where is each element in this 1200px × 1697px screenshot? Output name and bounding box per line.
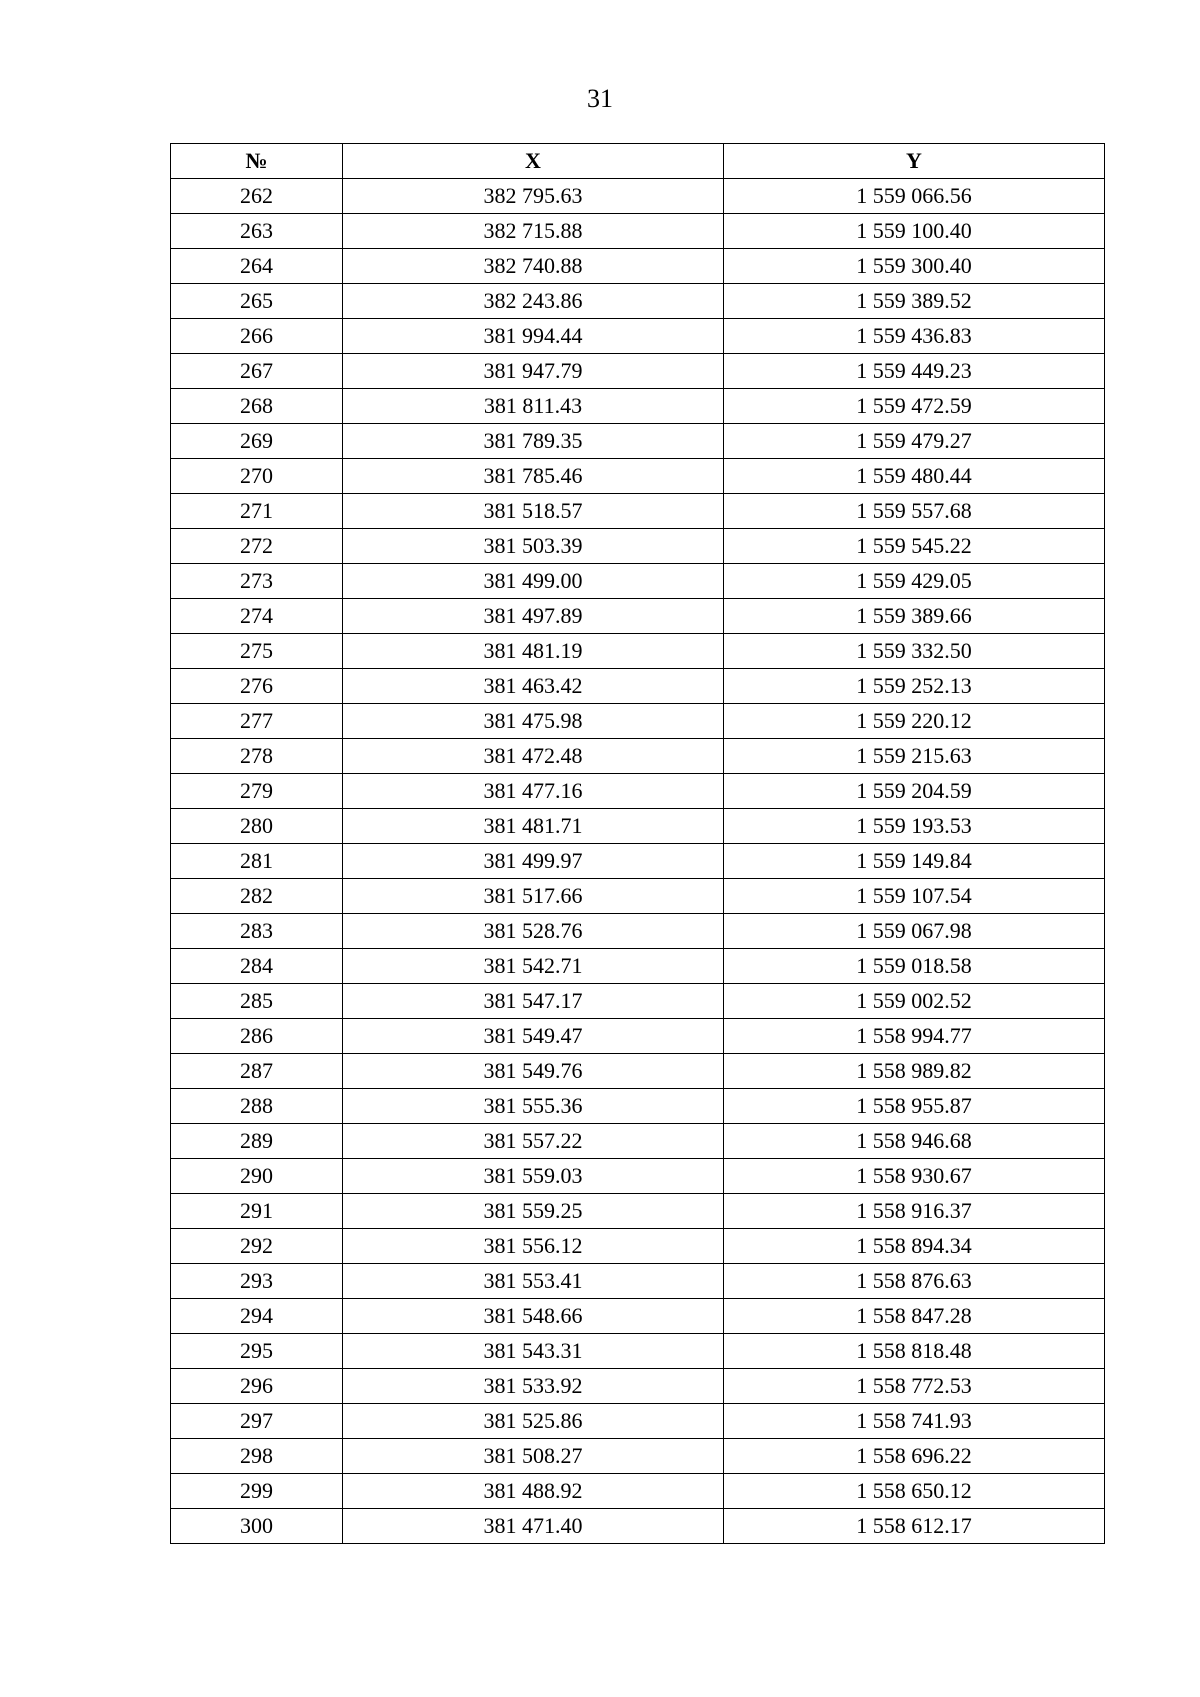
point-number: 294 xyxy=(171,1299,343,1334)
y-coordinate: 1 558 741.93 xyxy=(724,1404,1105,1439)
point-number: 288 xyxy=(171,1089,343,1124)
table-row xyxy=(171,879,1105,914)
x-coordinate: 381 559.03 xyxy=(343,1159,724,1194)
table-row xyxy=(171,1019,1105,1054)
x-coordinate: 381 499.00 xyxy=(343,564,724,599)
point-number: 293 xyxy=(171,1264,343,1299)
x-coordinate: 381 811.43 xyxy=(343,389,724,424)
point-number: 282 xyxy=(171,879,343,914)
point-number: 265 xyxy=(171,284,343,319)
point-number: 264 xyxy=(171,249,343,284)
table-row xyxy=(171,599,1105,634)
point-number: 275 xyxy=(171,634,343,669)
point-number: 289 xyxy=(171,1124,343,1159)
table-header-row xyxy=(171,144,1105,179)
y-coordinate: 1 558 989.82 xyxy=(724,1054,1105,1089)
header-y: Y xyxy=(724,144,1105,179)
point-number: 266 xyxy=(171,319,343,354)
coordinates-table xyxy=(170,143,1105,1544)
point-number: 263 xyxy=(171,214,343,249)
point-number: 279 xyxy=(171,774,343,809)
table-row xyxy=(171,1369,1105,1404)
y-coordinate: 1 559 215.63 xyxy=(724,739,1105,774)
point-number: 296 xyxy=(171,1369,343,1404)
point-number: 268 xyxy=(171,389,343,424)
y-coordinate: 1 558 946.68 xyxy=(724,1124,1105,1159)
x-coordinate: 381 525.86 xyxy=(343,1404,724,1439)
x-coordinate: 381 789.35 xyxy=(343,424,724,459)
x-coordinate: 381 556.12 xyxy=(343,1229,724,1264)
table-row xyxy=(171,459,1105,494)
point-number: 277 xyxy=(171,704,343,739)
table-row xyxy=(171,284,1105,319)
y-coordinate: 1 558 876.63 xyxy=(724,1264,1105,1299)
x-coordinate: 382 795.63 xyxy=(343,179,724,214)
point-number: 286 xyxy=(171,1019,343,1054)
x-coordinate: 381 472.48 xyxy=(343,739,724,774)
table-row xyxy=(171,494,1105,529)
y-coordinate: 1 559 389.52 xyxy=(724,284,1105,319)
y-coordinate: 1 559 204.59 xyxy=(724,774,1105,809)
x-coordinate: 381 518.57 xyxy=(343,494,724,529)
table-row xyxy=(171,1159,1105,1194)
y-coordinate: 1 559 100.40 xyxy=(724,214,1105,249)
x-coordinate: 381 549.76 xyxy=(343,1054,724,1089)
table-row xyxy=(171,949,1105,984)
point-number: 300 xyxy=(171,1509,343,1544)
y-coordinate: 1 559 066.56 xyxy=(724,179,1105,214)
table-row xyxy=(171,179,1105,214)
table-row xyxy=(171,1334,1105,1369)
point-number: 278 xyxy=(171,739,343,774)
table-row xyxy=(171,1299,1105,1334)
point-number: 276 xyxy=(171,669,343,704)
x-coordinate: 381 994.44 xyxy=(343,319,724,354)
x-coordinate: 381 508.27 xyxy=(343,1439,724,1474)
point-number: 292 xyxy=(171,1229,343,1264)
point-number: 273 xyxy=(171,564,343,599)
point-number: 280 xyxy=(171,809,343,844)
y-coordinate: 1 559 429.05 xyxy=(724,564,1105,599)
point-number: 281 xyxy=(171,844,343,879)
table-body xyxy=(171,179,1105,1544)
point-number: 272 xyxy=(171,529,343,564)
table-row xyxy=(171,1404,1105,1439)
point-number: 297 xyxy=(171,1404,343,1439)
y-coordinate: 1 559 472.59 xyxy=(724,389,1105,424)
point-number: 284 xyxy=(171,949,343,984)
x-coordinate: 381 503.39 xyxy=(343,529,724,564)
x-coordinate: 381 542.71 xyxy=(343,949,724,984)
y-coordinate: 1 559 018.58 xyxy=(724,949,1105,984)
table-row xyxy=(171,564,1105,599)
page-number: 31 xyxy=(587,84,613,113)
y-coordinate: 1 559 002.52 xyxy=(724,984,1105,1019)
y-coordinate: 1 558 955.87 xyxy=(724,1089,1105,1124)
y-coordinate: 1 559 436.83 xyxy=(724,319,1105,354)
table-row xyxy=(171,214,1105,249)
table-row xyxy=(171,1089,1105,1124)
y-coordinate: 1 558 612.17 xyxy=(724,1509,1105,1544)
y-coordinate: 1 559 332.50 xyxy=(724,634,1105,669)
y-coordinate: 1 559 449.23 xyxy=(724,354,1105,389)
table-row xyxy=(171,1509,1105,1544)
table-row xyxy=(171,389,1105,424)
y-coordinate: 1 559 220.12 xyxy=(724,704,1105,739)
x-coordinate: 381 547.17 xyxy=(343,984,724,1019)
y-coordinate: 1 558 650.12 xyxy=(724,1474,1105,1509)
x-coordinate: 381 548.66 xyxy=(343,1299,724,1334)
y-coordinate: 1 559 252.13 xyxy=(724,669,1105,704)
x-coordinate: 381 488.92 xyxy=(343,1474,724,1509)
y-coordinate: 1 559 300.40 xyxy=(724,249,1105,284)
table-row xyxy=(171,1474,1105,1509)
x-coordinate: 381 481.71 xyxy=(343,809,724,844)
table-row xyxy=(171,1229,1105,1264)
table-row xyxy=(171,1194,1105,1229)
x-coordinate: 381 557.22 xyxy=(343,1124,724,1159)
table-row xyxy=(171,809,1105,844)
y-coordinate: 1 558 894.34 xyxy=(724,1229,1105,1264)
table-row xyxy=(171,529,1105,564)
x-coordinate: 381 543.31 xyxy=(343,1334,724,1369)
x-coordinate: 382 740.88 xyxy=(343,249,724,284)
point-number: 270 xyxy=(171,459,343,494)
x-coordinate: 381 555.36 xyxy=(343,1089,724,1124)
table-row xyxy=(171,704,1105,739)
point-number: 269 xyxy=(171,424,343,459)
table-row xyxy=(171,1124,1105,1159)
x-coordinate: 381 497.89 xyxy=(343,599,724,634)
y-coordinate: 1 559 545.22 xyxy=(724,529,1105,564)
y-coordinate: 1 559 557.68 xyxy=(724,494,1105,529)
x-coordinate: 381 471.40 xyxy=(343,1509,724,1544)
x-coordinate: 382 715.88 xyxy=(343,214,724,249)
table-row xyxy=(171,844,1105,879)
x-coordinate: 381 528.76 xyxy=(343,914,724,949)
table-row xyxy=(171,669,1105,704)
table-row xyxy=(171,1054,1105,1089)
table-row xyxy=(171,739,1105,774)
table-row xyxy=(171,634,1105,669)
y-coordinate: 1 558 818.48 xyxy=(724,1334,1105,1369)
point-number: 274 xyxy=(171,599,343,634)
y-coordinate: 1 559 479.27 xyxy=(724,424,1105,459)
point-number: 298 xyxy=(171,1439,343,1474)
y-coordinate: 1 559 193.53 xyxy=(724,809,1105,844)
table-row xyxy=(171,1264,1105,1299)
x-coordinate: 382 243.86 xyxy=(343,284,724,319)
y-coordinate: 1 559 149.84 xyxy=(724,844,1105,879)
y-coordinate: 1 558 847.28 xyxy=(724,1299,1105,1334)
y-coordinate: 1 559 389.66 xyxy=(724,599,1105,634)
point-number: 267 xyxy=(171,354,343,389)
point-number: 262 xyxy=(171,179,343,214)
table-row xyxy=(171,1439,1105,1474)
table-row xyxy=(171,914,1105,949)
x-coordinate: 381 559.25 xyxy=(343,1194,724,1229)
x-coordinate: 381 477.16 xyxy=(343,774,724,809)
point-number: 287 xyxy=(171,1054,343,1089)
x-coordinate: 381 549.47 xyxy=(343,1019,724,1054)
y-coordinate: 1 558 994.77 xyxy=(724,1019,1105,1054)
y-coordinate: 1 558 696.22 xyxy=(724,1439,1105,1474)
point-number: 283 xyxy=(171,914,343,949)
x-coordinate: 381 499.97 xyxy=(343,844,724,879)
y-coordinate: 1 559 480.44 xyxy=(724,459,1105,494)
table-row xyxy=(171,319,1105,354)
point-number: 290 xyxy=(171,1159,343,1194)
x-coordinate: 381 785.46 xyxy=(343,459,724,494)
x-coordinate: 381 463.42 xyxy=(343,669,724,704)
point-number: 291 xyxy=(171,1194,343,1229)
y-coordinate: 1 558 916.37 xyxy=(724,1194,1105,1229)
table-row xyxy=(171,354,1105,389)
point-number: 271 xyxy=(171,494,343,529)
y-coordinate: 1 558 772.53 xyxy=(724,1369,1105,1404)
header-number: № xyxy=(171,144,343,179)
x-coordinate: 381 475.98 xyxy=(343,704,724,739)
x-coordinate: 381 517.66 xyxy=(343,879,724,914)
point-number: 285 xyxy=(171,984,343,1019)
point-number: 299 xyxy=(171,1474,343,1509)
y-coordinate: 1 558 930.67 xyxy=(724,1159,1105,1194)
table-row xyxy=(171,984,1105,1019)
x-coordinate: 381 947.79 xyxy=(343,354,724,389)
header-x: X xyxy=(343,144,724,179)
table-row xyxy=(171,249,1105,284)
y-coordinate: 1 559 067.98 xyxy=(724,914,1105,949)
table-row xyxy=(171,774,1105,809)
table-row xyxy=(171,424,1105,459)
point-number: 295 xyxy=(171,1334,343,1369)
x-coordinate: 381 481.19 xyxy=(343,634,724,669)
y-coordinate: 1 559 107.54 xyxy=(724,879,1105,914)
x-coordinate: 381 553.41 xyxy=(343,1264,724,1299)
x-coordinate: 381 533.92 xyxy=(343,1369,724,1404)
